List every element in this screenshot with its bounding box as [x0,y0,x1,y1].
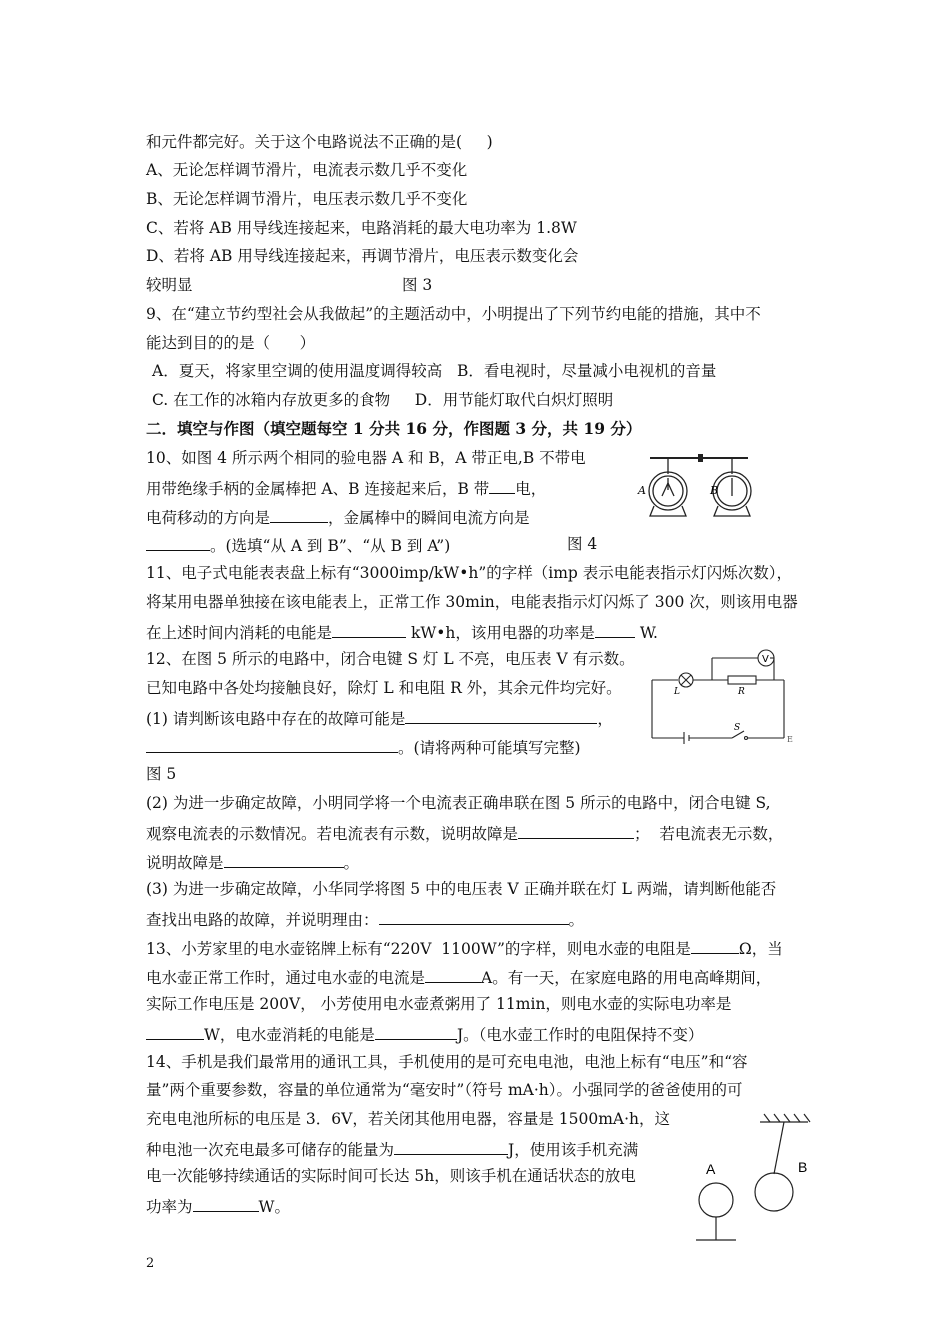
q13-line2 [146,966,771,988]
voltmeter-label: V [762,654,769,665]
q10-line2 [146,477,546,499]
q11-line1: 11、电子式电能表表盘上标有“3000imp/kW•h”的字样（imp 表示电能表指示灯闪烁次数）， [146,564,793,582]
q14-line4 [146,1138,638,1160]
q11-blank-energy[interactable] [332,621,406,638]
q13-text: 13、小芳家里的电水壶铭牌上标有“220V 1100W”的字样，则电水壶的电阻是 [146,940,691,958]
section-2-heading: 二．填空与作图（填空题每空 1 分共 16 分，作图题 3 分，共 19 分） [146,419,642,438]
q8-option-b: B、无论怎样调节滑片，电压表示数几乎不变化 [146,190,468,208]
switch-label: S [734,723,741,733]
q13-text: J。（电水壶工作时的电阻保持不变） [456,1026,704,1044]
figure-5-caption: 图 5 [146,765,177,783]
q12-text: 。(请将两种可能填写完整) [398,739,581,757]
q12-text: 。 [343,854,360,872]
q10-text: 电， [515,480,547,498]
figure-4-caption: 图 4 [567,535,598,553]
q12-blank-1[interactable] [405,707,597,724]
q10-line1: 10、如图 4 所示两个相同的验电器 A 和 B，A 带正电,B 不带电 [146,449,586,467]
q13-text: W，电水壶消耗的电能是 [204,1026,375,1044]
q9-options-ab: A．夏天，将家里空调的使用温度调得较高 B．看电视时，尽量减小电视机的音量 [152,362,717,380]
q12-blank-4[interactable] [224,851,344,868]
q10-blank-2[interactable] [270,506,328,523]
q13-text: 电水壶正常工作时，通过电水壶的电流是 [146,969,426,987]
q14-line1: 14、手机是我们最常用的通讯工具，手机使用的是可充电电池，电池上标有“电压”和“容 [146,1053,748,1071]
q13-blank-power[interactable] [146,1023,204,1040]
q12-text: 。 [568,911,585,929]
q12-part3-line1: (3) 为进一步确定故障，小华同学将图 5 中的电压表 V 正确并联在灯 L 两端，请判断他能否 [146,880,777,898]
figure-5-circuit [648,646,796,746]
q14-line5: 电一次能够持续通话的实际时间可长达 5h，则该手机在通话状态的放电 [146,1167,636,1185]
q9-stem: 9、在“建立节约型社会从我做起”的主题活动中，小明提出了下列节约电能的措施，其中不 [146,305,761,323]
figure-3-caption: 图 3 [402,276,433,294]
q10-blank-1[interactable] [489,477,515,494]
electroscope-label-a: A [638,484,646,497]
q9-options-cd: C. 在工作的冰箱内存放更多的食物 D．用节能灯取代白炽灯照明 [152,391,614,409]
q13-blank-energy[interactable] [375,1023,457,1040]
q13-line4 [146,1023,703,1045]
q12-text: ， [597,710,613,728]
q9-stem-cont: 能达到目的的是（ ） [146,334,316,352]
q14-blank-power[interactable] [193,1195,259,1212]
q12-line1: 12、在图 5 所示的电路中，闭合电键 S 灯 L 不亮，电压表 V 有示数。 [146,650,635,668]
battery-label: E [787,735,793,744]
q13-line3: 实际工作电压是 200V， 小芳使用电水壶煮粥用了 11min，则电水壶的实际电功率是 [146,995,732,1013]
q14-line2: 量”两个重要参数，容量的单位通常为“毫安时”（符号 mA·h）。小强同学的爸爸使用的可 [146,1081,743,1099]
q8-stem: 和元件都完好。关于这个电路说法不正确的是( ) [146,133,493,151]
q10-blank-3[interactable] [146,534,210,551]
q12-text: (1) 请判断该电路中存在的故障可能是 [146,710,406,728]
sphere-label-b: B [798,1159,808,1175]
q14-text: J，使用该手机充满 [508,1141,639,1159]
resistor-label: R [738,687,745,697]
q12-part2-line3 [146,851,359,873]
q11-text: kW•h，该用电器的功率是 [406,624,595,642]
q11-text: 在上述时间内消耗的电能是 [146,624,333,642]
q12-part2-line2 [146,822,783,844]
q12-text: ； 若电流表无示数， [634,825,784,843]
q13-text: Ω，当 [738,940,783,958]
q12-part3-line2 [146,908,584,930]
q12-blank-5[interactable] [379,908,569,925]
q12-line3 [146,707,613,729]
q8-option-d-cont: 较明显 [146,276,193,294]
q12-line2: 已知电路中各处均接触良好，除灯 L 和电阻 R 外，其余元件均完好。 [146,679,622,697]
q11-line3 [146,621,658,643]
q14-line3: 充电电池所标的电压是 3．6V，若关闭其他用电器，容量是 1500mA·h，这 [146,1110,671,1128]
q8-option-d: D、若将 AB 用导线连接起来，再调节滑片，电压表示数变化会 [146,247,579,265]
q14-text: 功率为 [146,1198,193,1216]
q13-line1 [146,937,783,959]
q12-text: 观察电流表的示数情况。若电流表有示数，说明故障是 [146,825,519,843]
q10-text: ，金属棒中的瞬间电流方向是 [328,509,530,527]
q12-part2-line1: (2) 为进一步确定故障，小明同学将一个电流表正确串联在图 5 所示的电路中，闭合电键 S, [146,794,771,812]
figure-charged-spheres [690,1108,826,1248]
q8-option-c: C、若将 AB 用导线连接起来，电路消耗的最大电功率为 1.8W [146,219,577,237]
figure-4-electroscopes [630,450,770,525]
q12-text: 查找出电路的故障，并说明理由： [146,911,379,929]
sphere-label-a: A [706,1161,716,1177]
q13-text: A。有一天，在家庭电路的用电高峰期间， [481,969,772,987]
q14-blank-energy[interactable] [394,1138,508,1155]
q10-text: 。(选填“从 A 到 B”、“从 B 到 A”) [210,537,451,555]
q14-text: W。 [258,1198,290,1216]
q12-text: 说明故障是 [146,854,224,872]
q12-line4 [146,736,581,758]
q11-text: W. [634,624,658,642]
q12-blank-2[interactable] [146,736,398,753]
q14-line6 [146,1195,290,1217]
q8-option-a: A、无论怎样调节滑片，电流表示数几乎不变化 [146,161,468,179]
q11-line2: 将某用电器单独接在该电能表上，正常工作 30min，电能表指示灯闪烁了 300 次，则该用电器 [146,593,798,611]
lamp-label: L [674,687,680,697]
q10-text: 电荷移动的方向是 [146,509,271,527]
q13-blank-current[interactable] [425,966,481,983]
q14-text: 种电池一次充电最多可储存的能量为 [146,1141,395,1159]
q10-line4 [146,534,450,556]
q12-blank-3[interactable] [518,822,634,839]
q10-line3 [146,506,530,528]
q10-text: 用带绝缘手柄的金属棒把 A、B 连接起来后，B 带 [146,480,490,498]
q11-blank-power[interactable] [595,621,635,638]
q13-blank-resistance[interactable] [691,937,739,954]
page-number: 2 [146,1256,155,1271]
electroscope-label-b: B [710,484,719,497]
